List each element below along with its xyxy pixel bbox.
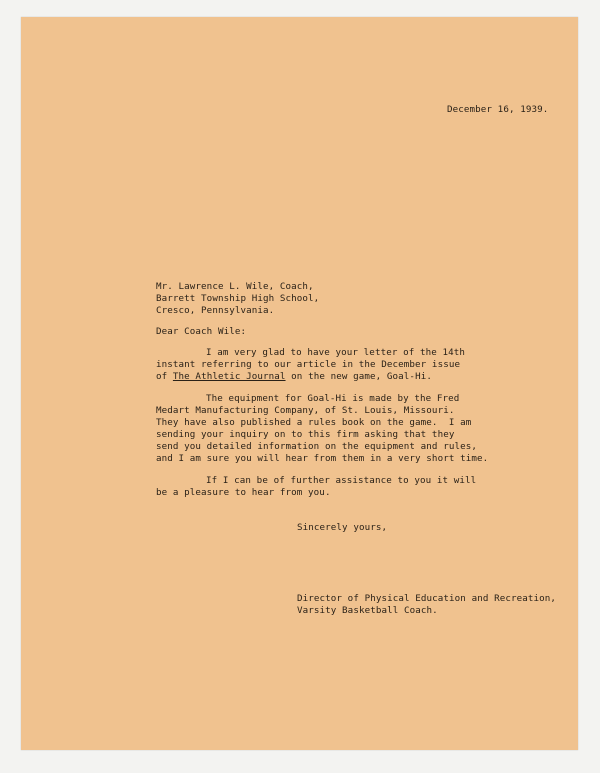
paragraph-1-line-3 <box>156 371 432 383</box>
paragraph-2-line-4: sending your inquiry on to this firm asking that they <box>156 429 455 440</box>
paragraph-3-line-1: If I can be of further assistance to you it will <box>206 475 477 486</box>
signature-title-line-2: Varsity Basketball Coach. <box>297 605 438 616</box>
closing: Sincerely yours, <box>297 522 388 533</box>
paragraph-2-line-6: and I am sure you will hear from them in a very short time. <box>156 453 489 464</box>
recipient-school-line: Barrett Township High School, <box>156 293 320 304</box>
paragraph-2-line-1: The equipment for Goal-Hi is made by the Fred <box>206 393 460 404</box>
recipient-location-line: Cresco, Pennsylvania. <box>156 305 275 316</box>
paragraph-2-line-3: They have also published a rules book on the game. I am <box>156 417 472 428</box>
paragraph-1-line-3-suffix: on the new game, Goal-Hi. <box>285 371 432 382</box>
paragraph-2-line-5: send you detailed information on the equipment and rules, <box>156 441 477 452</box>
journal-title: The Athletic Journal <box>172 371 286 382</box>
paragraph-1-line-2: instant referring to our article in the December issue <box>156 359 461 370</box>
letter-page <box>21 17 578 750</box>
paragraph-3-line-2: be a pleasure to hear from you. <box>156 487 331 498</box>
paragraph-2-line-2: Medart Manufacturing Company, of St. Louis, Missouri. <box>156 405 455 416</box>
salutation: Dear Coach Wile: <box>156 326 247 337</box>
signature-title-line-1: Director of Physical Education and Recreation, <box>297 593 557 604</box>
paragraph-1-line-3-prefix: of <box>156 371 173 382</box>
paragraph-1-line-1: I am very glad to have your letter of the 14th <box>206 347 466 358</box>
recipient-name-line: Mr. Lawrence L. Wile, Coach, <box>156 281 314 292</box>
letter-date: December 16, 1939. <box>447 104 549 115</box>
